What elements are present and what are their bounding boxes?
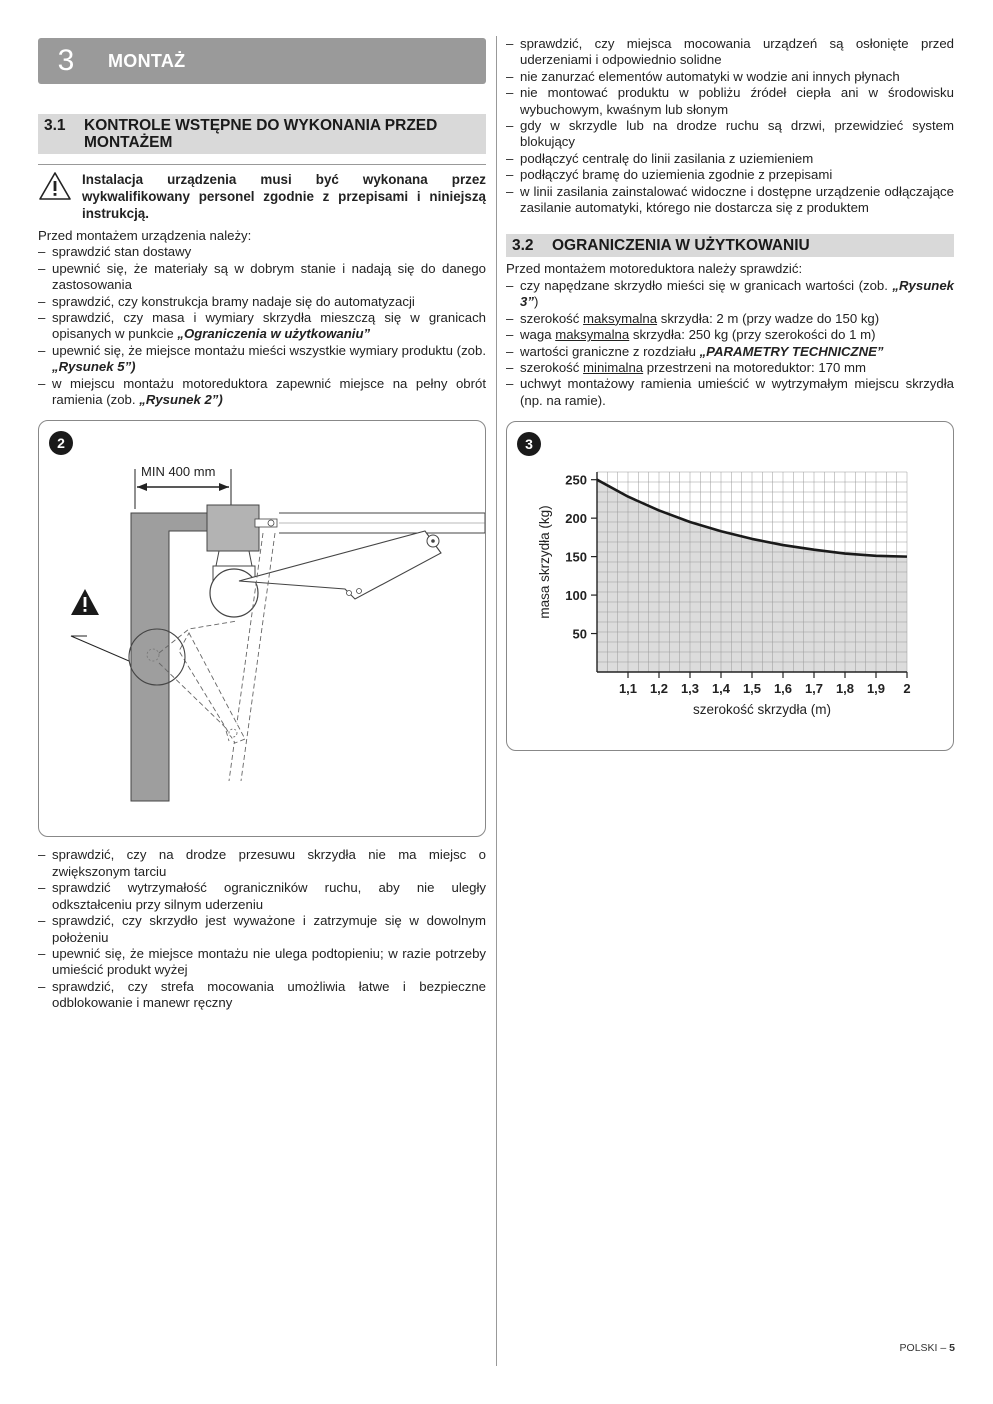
dimension-label: MIN 400 mm bbox=[141, 464, 216, 480]
x-tick-label: 1,5 bbox=[742, 681, 762, 697]
figure-badge: 3 bbox=[517, 432, 541, 456]
list-item-text: szerokość bbox=[520, 359, 584, 375]
y-tick-label: 200 bbox=[565, 511, 587, 527]
list-item: – gdy w skrzydle lub na drodze ruchu są drzwi, przewidzieć system blokujący bbox=[506, 118, 954, 151]
reference-figure-5: „Rysunek 5”) bbox=[52, 359, 136, 375]
list-item-text: szerokość bbox=[520, 310, 584, 326]
y-tick-label: 50 bbox=[572, 626, 587, 642]
warning-triangle-icon bbox=[38, 171, 74, 222]
footer-separator: – bbox=[937, 1342, 950, 1354]
list-item: – upewnić się, że materiały są w dobrym stanie i nadają się do danego zastosowania bbox=[38, 261, 486, 294]
list-item: – w miejscu montażu motoreduktora zapewnić miejsce na pełny obrót ramienia (zob. „Rysunek 2”) bbox=[38, 376, 486, 409]
list-item bbox=[506, 311, 954, 327]
list-item: – podłączyć centralę do linii zasilania z uziemieniem bbox=[506, 151, 954, 167]
list-item: – sprawdzić, czy strefa mocowania umożliwia łatwe i bezpieczne odblokowanie i manewr ręczny bbox=[38, 979, 486, 1012]
check-list bbox=[38, 244, 486, 408]
chapter-title: MONTAŻ bbox=[108, 50, 186, 71]
list-item-text: skrzydła: 2 m (przy wadze do 150 kg) bbox=[657, 310, 880, 326]
y-axis-label: masa skrzydła (kg) bbox=[537, 505, 552, 619]
left-column bbox=[38, 38, 486, 1012]
list-item-text: wartości graniczne z rozdziału bbox=[520, 343, 700, 359]
reference-limits: „Ograniczenia w użytkowaniu” bbox=[177, 326, 371, 342]
section-title: OGRANICZENIA W UŻYTKOWANIU bbox=[552, 237, 810, 255]
section-heading-3-1 bbox=[38, 114, 486, 154]
x-tick-label: 1,7 bbox=[804, 681, 824, 697]
right-column bbox=[506, 36, 954, 751]
list-item-text: ) bbox=[533, 294, 539, 310]
list-item: – sprawdzić wytrzymałość ograniczników ruchu, aby nie uległy odkształceniu przy silnym uderzeniu bbox=[38, 880, 486, 913]
weight-width-chart bbox=[507, 422, 953, 750]
list-item: – nie montować produktu w pobliżu źródeł ciepła ani w środowisku wybuchowym, kwaśnym lub słonym bbox=[506, 85, 954, 118]
list-item bbox=[506, 376, 954, 409]
list-item: – w linii zasilania zainstalować widoczne i dostępne urządzenie odłączające zasilanie automatyki, którego nie dostarcza się z produktem bbox=[506, 184, 954, 217]
y-tick-label: 150 bbox=[565, 549, 587, 565]
list-item-text: maksymalna bbox=[583, 310, 658, 326]
limits-list bbox=[506, 278, 954, 409]
installation-drawing bbox=[39, 421, 485, 836]
list-item-text: waga bbox=[520, 327, 556, 343]
list-item: – upewnić się, że miejsce montażu mieści wszystkie wymiary produktu (zob. „Rysunek 5”) bbox=[38, 343, 486, 376]
list-item: – podłączyć bramę do uziemienia zgodnie z przepisami bbox=[506, 167, 954, 183]
list-item: – sprawdzić, czy masa i wymiary skrzydła mieszczą się w granicach opisanych w punkcie „Ograniczenia w użytkowaniu” bbox=[38, 310, 486, 343]
x-tick-label: 1,6 bbox=[773, 681, 793, 697]
list-item: – sprawdzić, czy na drodze przesuwu skrzydła nie ma miejsc o zwiększonym tarciu bbox=[38, 847, 486, 880]
list-item: – nie zanurzać elementów automatyki w wodzie ani innych płynach bbox=[506, 69, 954, 85]
figure-2 bbox=[38, 420, 486, 837]
y-tick-label: 100 bbox=[565, 588, 587, 604]
x-tick-label: 1,9 bbox=[866, 681, 886, 697]
list-item bbox=[506, 344, 954, 360]
list-item-text: czy napędzane skrzydło mieści się w granicach wartości (zob. bbox=[520, 277, 893, 293]
section-heading-3-2 bbox=[506, 234, 954, 257]
x-tick-label: 1,1 bbox=[618, 681, 638, 697]
x-axis-label: szerokość skrzydła (m) bbox=[692, 702, 832, 718]
page-number: 5 bbox=[949, 1342, 955, 1354]
x-tick-label: 2 bbox=[903, 681, 911, 697]
list-item: – sprawdzić, czy miejsca mocowania urządzeń są osłonięte przed uderzeniami i odpowiednio solidne bbox=[506, 36, 954, 69]
x-tick-label: 1,3 bbox=[680, 681, 700, 697]
list-item: – sprawdzić stan dostawy bbox=[38, 244, 486, 260]
list-item: – sprawdzić, czy konstrukcja bramy nadaje się do automatyzacji bbox=[38, 294, 486, 310]
warning-box bbox=[38, 164, 486, 222]
section-number: 3.2 bbox=[512, 237, 534, 255]
x-tick-label: 1,2 bbox=[649, 681, 669, 697]
list-item-text: „PARAMETRY TECHNICZNE” bbox=[699, 343, 884, 359]
list-item-text: „Rysunek 3” bbox=[520, 277, 954, 310]
list-item-text: skrzydła: 250 kg (przy szerokości do 1 m) bbox=[629, 327, 876, 343]
figure-badge: 2 bbox=[49, 431, 73, 455]
chapter-header bbox=[38, 38, 486, 84]
check-list-right bbox=[506, 36, 954, 216]
list-item bbox=[506, 327, 954, 343]
list-item-text: maksymalna bbox=[555, 327, 630, 343]
chapter-number: 3 bbox=[57, 44, 75, 77]
intro-text: Przed montażem motoreduktora należy sprawdzić: bbox=[506, 261, 803, 277]
list-item-text: przestrzeni na motoreduktor: 170 mm bbox=[643, 359, 866, 375]
check-list-continued bbox=[38, 847, 486, 1011]
footer-language: POLSKI bbox=[899, 1342, 938, 1354]
x-tick-label: 1,8 bbox=[835, 681, 855, 697]
warning-text: Instalacja urządzenia musi być wykonana przez wykwalifikowany personel zgodnie z przepisami i niniejszą instrukcją. bbox=[82, 172, 486, 221]
list-item bbox=[506, 278, 954, 311]
figure-3 bbox=[506, 421, 954, 751]
reference-figure-2: „Rysunek 2”) bbox=[139, 392, 223, 408]
page-footer bbox=[900, 1342, 955, 1354]
x-tick-label: 1,4 bbox=[711, 681, 731, 697]
section-title: KONTROLE WSTĘPNE DO WYKONANIA PRZED MONTAŻEM bbox=[84, 117, 438, 151]
list-item: – sprawdzić, czy skrzydło jest wyważone i zatrzymuje się w dowolnym położeniu bbox=[38, 913, 486, 946]
y-tick-label: 250 bbox=[565, 472, 587, 488]
list-item: – upewnić się, że miejsce montażu nie ulega podtopieniu; w razie potrzeby umieścić produkt wyżej bbox=[38, 946, 486, 979]
list-item-text: uchwyt montażowy ramienia umieścić w wytrzymałym miejscu skrzydła (np. na ramie). bbox=[520, 376, 954, 408]
column-divider bbox=[496, 36, 497, 1366]
section-number: 3.1 bbox=[44, 117, 66, 134]
list-item bbox=[506, 360, 954, 376]
intro-text: Przed montażem urządzenia należy: bbox=[38, 228, 252, 243]
list-item-text: minimalna bbox=[583, 359, 644, 375]
